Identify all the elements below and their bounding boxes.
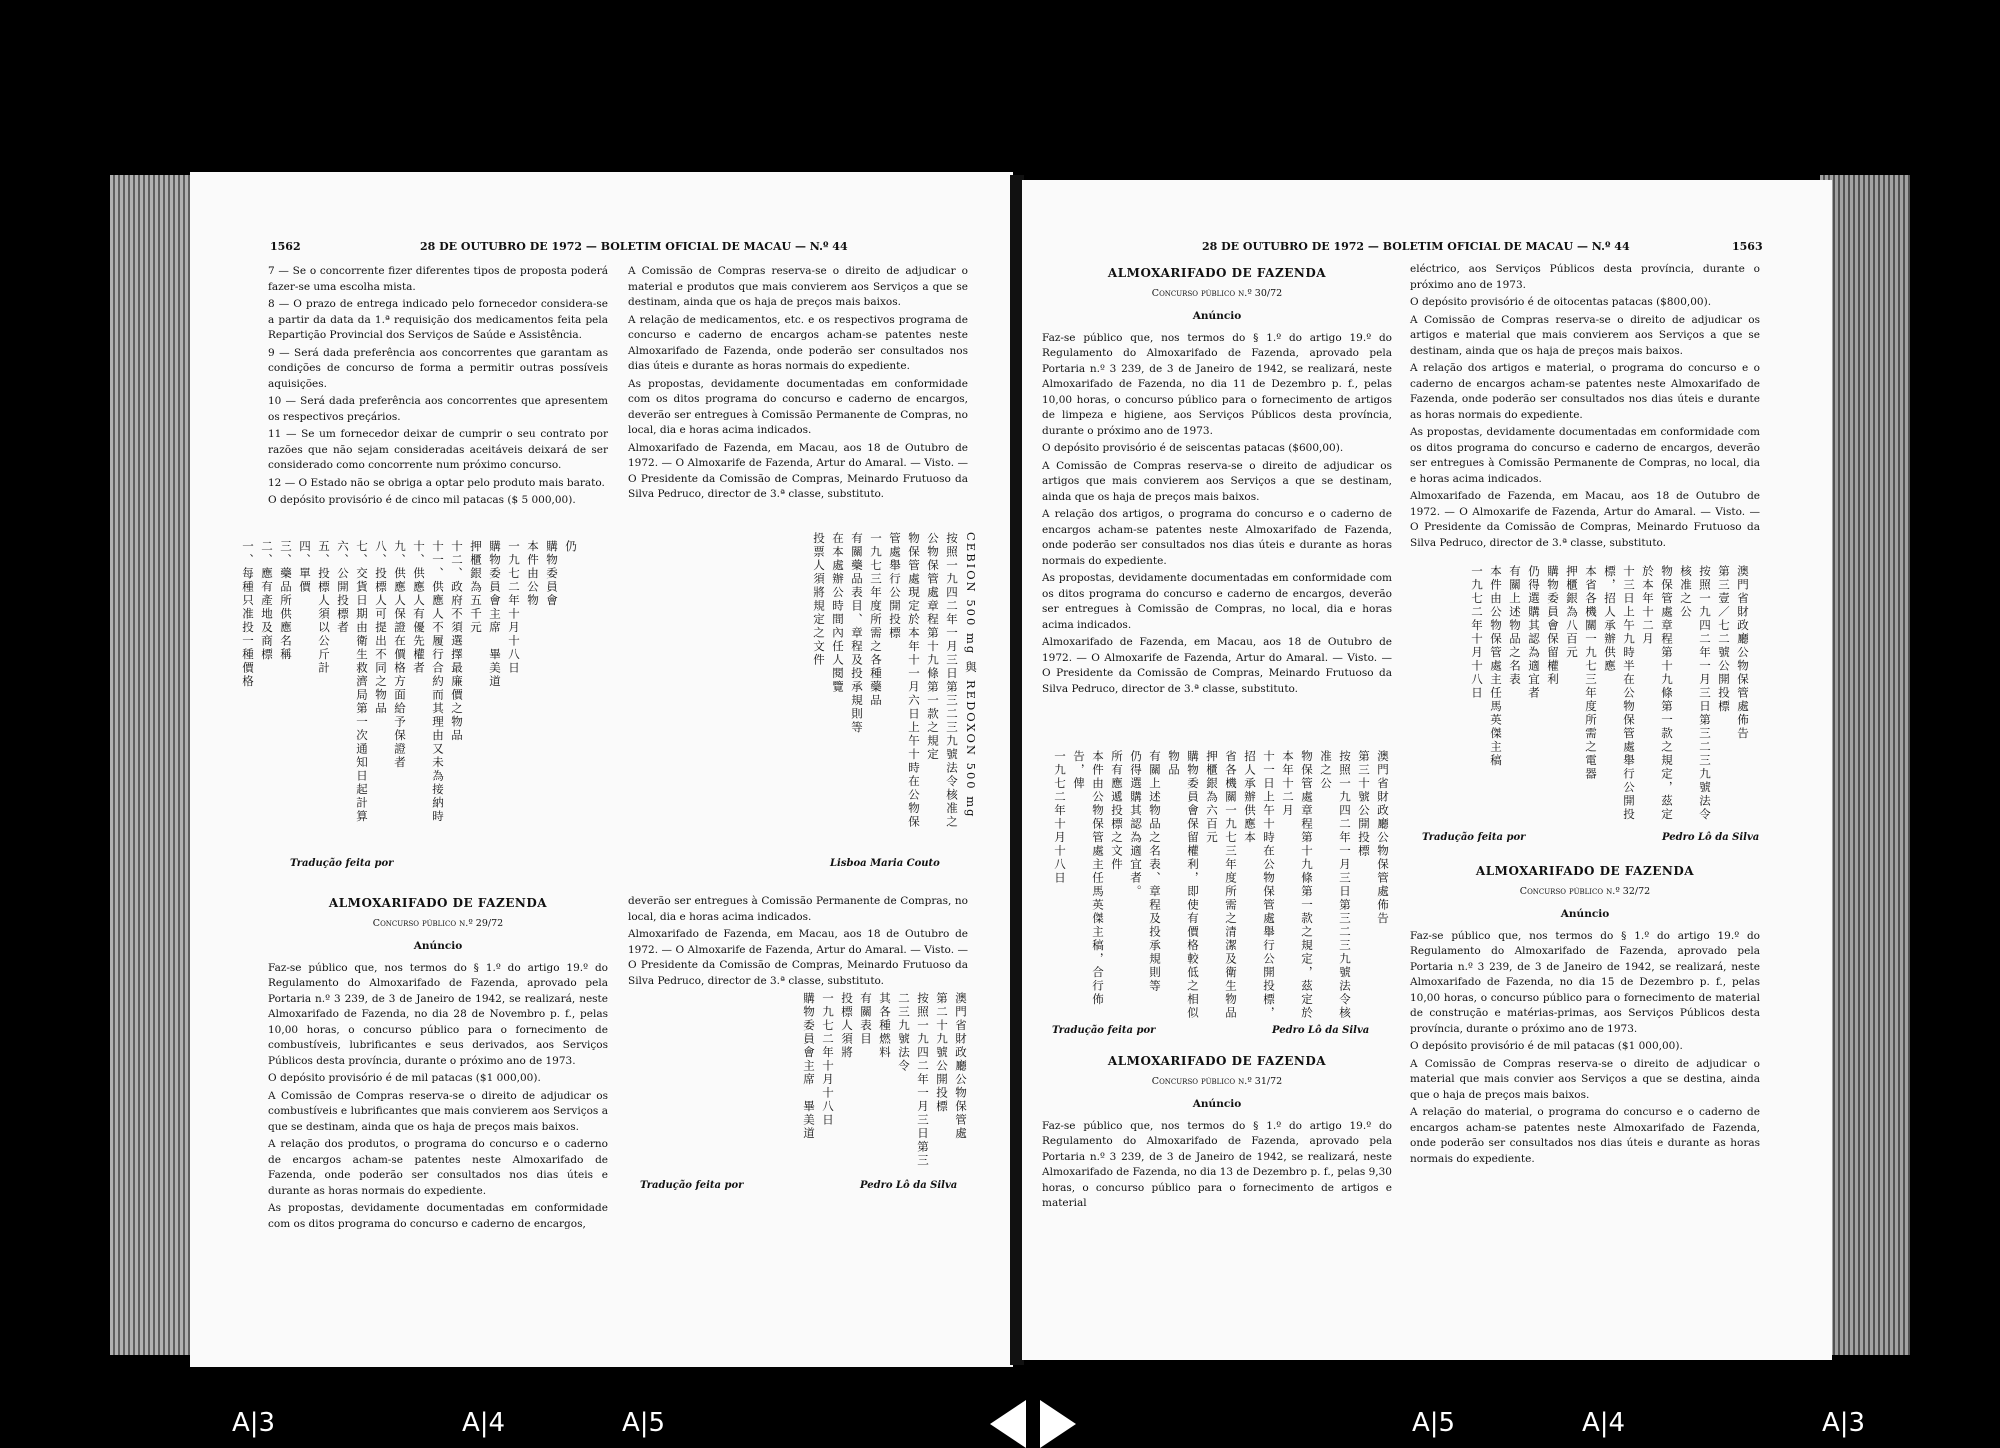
paragraph: O depósito provisório é de mil patacas ($1 000,00). [1410, 1040, 1683, 1052]
list-item: 12 — O Estado não se obriga a optar pelo produto mais barato. [268, 476, 605, 489]
chinese-notice-block: 澳門省財政廳公物保管處佈告 第三壹／七二號公開投標 按照一九四二年一月三日第三二三九號法令核准之公 物保管處章程第十九條第一款之規定，茲定於本年十二月 十三日上午九時半在公物保管處舉行公開投標，招人承辦供應 本省各機關一九七三年度所需之電器 押櫃銀為八百元 購物委員會保留權利 仍得選購其認為適宜者 有關上述物品之名表 本件由公物保管處主任馬英傑主稿 一九七二年十月十八日 [1470, 565, 1750, 822]
page-number: 1563 [1732, 240, 1763, 253]
paragraph: A Comissão de Compras reserva-se o direito de adjudicar os combustíveis e lubrificantes que mais convierem aos Serviços a que se destinam, ainda que os haja de preços mais baixos. [268, 1089, 608, 1133]
paragraph: A Comissão de Compras reserva-se o direito de adjudicar o material que mais convier aos Serviços a que se destina, ainda que o haja de preços mais baixos. [1410, 1057, 1760, 1101]
right-page-edges [1820, 175, 1910, 1355]
paragraph: As propostas, devidamente documentadas em conformidade com os ditos programa do concurso e caderno de encargos, deverão ser entregues à Comissão Permanente de Compras, no local, dia e horas acima indicados. [1410, 426, 1760, 485]
left-page [190, 172, 1013, 1367]
notice-29 [268, 892, 608, 1234]
notice-32 [1410, 860, 1760, 1169]
continued-column [628, 264, 968, 505]
notice-29-continued [628, 894, 968, 991]
paragraph: deverão ser entregues à Comissão Permanente de Compras, no local, dia e horas acima indicados. [628, 895, 968, 923]
translator-label: Tradução feita por [1422, 832, 1526, 843]
list-item: 8 — O prazo de entrega indicado pelo fornecedor considera-se a partir da data da 1.ª requisição dos medicamentos feita pela Repartição Provincial dos Serviços de Saúde e Assistência. [268, 298, 608, 341]
paragraph: A relação de medicamentos, etc. e os respectivos programa de concurso e caderno de encargos acham-se patentes neste Almoxarifado de Fazenda, onde poderão ser consultados nos dias úteis e durante as horas normais do expediente. [628, 313, 968, 372]
film-mark: A|5 [622, 1408, 666, 1438]
chinese-notice-block: 澳門省財政廳公物保管處佈告 第三十號公開投標 按照一九四二年一月三日第三二三九號法令核准之公 物保管處章程第十九條第一款之規定，茲定於本年十二月 十一日上午十時在公物保管處舉行公開投標，招人承辦供應本 省各機關一九七三年度所需之清潔及衛生物品 押櫃銀為六百元 購物委員會保留權利，即使有價格較低之相似物品 有關上述物品之名表、章程及投承規則等 仍得選購其認為適宜者。 所有應遞投標之文件 本件由公物保管處主任馬英傑主稿，合行佈告，俾 一九七二年十月十八日 [1053, 750, 1390, 1020]
paragraph: O depósito provisório é de seiscentas patacas ($600,00). [1042, 442, 1344, 454]
notice-30 [1042, 262, 1392, 699]
paragraph: A relação dos artigos e material, o programa do concurso e o caderno de encargos acham-se patentes neste Almoxarifado de Fazenda, onde poderão ser consultados nos dias úteis e durante as horas normais do expediente. [1410, 362, 1760, 421]
paragraph: Almoxarifado de Fazenda, em Macau, aos 18 de Outubro de 1972. — O Almoxarife de Fazenda, Artur do Amaral. — Visto. — O Presidente da Comissão de Compras, Meinardo Frutuoso da Silva Pedruco, director de 3.ª classe, substituto. [628, 928, 968, 987]
list-item: 7 — Se o concorrente fizer diferentes tipos de proposta poderá fazer-se uma escolha mista. [268, 265, 608, 293]
arrow-left-icon [990, 1400, 1026, 1448]
list-item: 10 — Será dada preferência aos concorrentes que apresentem os respectivos preçários. [268, 395, 608, 423]
paragraph: O depósito provisório é de oitocentas patacas ($800,00). [1410, 296, 1712, 308]
translator-signature: Pedro Lô da Silva [860, 1180, 958, 1191]
items-column [268, 264, 608, 511]
notice-31 [1042, 1050, 1392, 1214]
notice-subtitle: Concurso público n.º 30/72 [1151, 287, 1283, 299]
paragraph: Almoxarifado de Fazenda, em Macau, aos 18 de Outubro de 1972. — O Almoxarife de Fazenda, Artur do Amaral. — Visto. — O Presidente da Comissão de Compras, Meinardo Frutuoso da Silva Pedruco, director de 3.ª classe, substituto. [628, 441, 968, 500]
notice-title: ALMOXARIFADO DE FAZENDA [1475, 864, 1695, 878]
notice-heading: Anúncio [1192, 310, 1242, 322]
page-number: 1562 [270, 240, 301, 253]
chinese-notice-block: CEBION 500 mg 與 REDOXON 500 mg 按照一九四二年一月三日第三二三九號法令核准之公物保管處章程第十九條第一款之規定 物保管處現定於本年十一月六日上午十時在公物保管處舉行公開投標 一九七三年度所需之各種藥品 有關藥品表目、章程及投承規則等 在本處辦公時間內任人閱覽 投票人須將規定之文件 [812, 532, 978, 829]
list-item: O depósito provisório é de cinco mil patacas ($ 5 000,00). [268, 494, 576, 506]
paragraph: A relação dos produtos, o programa do concurso e o caderno de encargos acham-se patentes neste Almoxarifado de Fazenda, onde poderão ser consultados nos dias úteis e durante as horas normais do expediente. [268, 1138, 608, 1197]
notice-subtitle: Concurso público n.º 29/72 [372, 917, 504, 929]
film-mark: A|4 [462, 1408, 506, 1438]
paragraph: eléctrico, aos Serviços Públicos desta província, durante o próximo ano de 1973. [1410, 263, 1760, 291]
arrow-right-icon [1040, 1400, 1076, 1448]
translator-signature: Pedro Lô da Silva [1272, 1025, 1370, 1036]
paragraph: As propostas, devidamente documentadas em conformidade com os ditos programa do concurso e caderno de encargos, deverão ser entregues à Comissão de Compras, no local, dia e horas acima indicados. [1042, 572, 1392, 631]
translator-label: Tradução feita por [640, 1180, 744, 1191]
paragraph: Faz-se público que, nos termos do § 1.º do artigo 19.º do Regulamento do Almoxarifado de Fazenda, aprovado pela Portaria n.º 3 239, de 3 de Janeiro de 1942, se realizará, neste Almoxarifado de Fazenda, no dia 15 de Dezembro p. f., pelas 10,00 horas, o concurso público para o fornecimento de material de construção e matérias-primas, aos Serviços Públicos desta província, durante o próximo ano de 1973. [1410, 929, 1760, 1035]
paragraph: Faz-se público que, nos termos do § 1.º do artigo 19.º do Regulamento do Almoxarifado de Fazenda, aprovado pela Portaria n.º 3 239, de 3 de Janeiro de 1942, se realizará, neste Almoxarifado de Fazenda, no dia 13 de Dezembro p. f., pelas 9,30 horas, o concurso público para o fornecimento de artigos e material [1042, 1119, 1392, 1209]
film-mark: A|4 [1582, 1408, 1626, 1438]
notice-heading: Anúncio [1192, 1098, 1242, 1110]
paragraph: As propostas, devidamente documentadas em conformidade com os ditos programa do concurso e caderno de encargos, [268, 1202, 608, 1230]
paragraph: A Comissão de Compras reserva-se o direito de adjudicar os artigos e material que mais convierem aos Serviços a que se destinam, ainda que os haja de preços mais baixos. [1410, 313, 1760, 357]
film-mark: A|5 [1412, 1408, 1456, 1438]
page-header: 28 DE OUTUBRO DE 1972 — BOLETIM OFICIAL DE MACAU — N.º 44 [1202, 240, 1630, 253]
chinese-notice-block: 澳門省財政廳公物保管處 第二十九號公開投標 按照一九四二年一月三日第三二三九號法令 其各種燃料 有關表目 投標人須將 一九七二年十月十八日 購物委員會主席 畢美道 [802, 992, 968, 1168]
translator-label: Tradução feita por [290, 858, 394, 869]
translator-label: Tradução feita por [1052, 1025, 1156, 1036]
page-header: 28 DE OUTUBRO DE 1972 — BOLETIM OFICIAL DE MACAU — N.º 44 [420, 240, 848, 253]
paragraph: Almoxarifado de Fazenda, em Macau, aos 18 de Outubro de 1972. — O Almoxarife de Fazenda, Artur do Amaral. — Visto. — O Presidente da Comissão de Compras, Meinardo Frutuoso da Silva Pedruco, director de 3.ª classe, substituto. [1042, 636, 1392, 695]
notice-31-continued [1410, 262, 1760, 553]
left-page-edges [110, 175, 200, 1355]
translator-signature: Lisboa Maria Couto [830, 858, 940, 869]
notice-title: ALMOXARIFADO DE FAZENDA [1107, 266, 1327, 280]
notice-subtitle: Concurso público n.º 32/72 [1519, 885, 1651, 897]
list-item: 9 — Será dada preferência aos concorrentes que garantam as condições de concurso de forma a permitir outras possíveis aquisições. [268, 346, 608, 390]
notice-title: ALMOXARIFADO DE FAZENDA [328, 896, 548, 910]
film-mark: A|3 [1822, 1408, 1866, 1438]
paragraph: Faz-se público que, nos termos do § 1.º do artigo 19.º do Regulamento do Almoxarifado de Fazenda, aprovado pela Portaria n.º 3 239, de 3 de Janeiro de 1942, se realizará, neste Almoxarifado de Fazenda, no dia 11 de Dezembro p. f., pelas 10,00 horas, o concurso público para o fornecimento de artigos de limpeza e higiene, aos Serviços Públicos desta província, durante o próximo ano de 1973. [1042, 331, 1392, 437]
paragraph: A Comissão de Compras reserva-se o direito de adjudicar os artigos que mais convierem aos Serviços a que se destinam, ainda que os haja de preços mais baixos. [1042, 459, 1392, 503]
notice-heading: Anúncio [1560, 908, 1610, 920]
translator-signature: Pedro Lô da Silva [1662, 832, 1760, 843]
paragraph: As propostas, devidamente documentadas em conformidade com os ditos programa do concurso e caderno de encargos, deverão ser entregues à Comissão Permanente de Compras, no local, dia e horas acima indicados. [628, 377, 968, 436]
paragraph: O depósito provisório é de mil patacas ($1 000,00). [268, 1072, 541, 1084]
paragraph: A relação dos artigos, o programa do concurso e o caderno de encargos acham-se patentes neste Almoxarifado de Fazenda, onde poderão ser consultados nos dias úteis e durante as horas normais do expediente. [1042, 508, 1392, 567]
paragraph: A Comissão de Compras reserva-se o direito de adjudicar o material e produtos que mais convierem aos Serviços a que se destinam, ainda que os haja de preços mais baixos. [628, 265, 968, 308]
notice-heading: Anúncio [413, 940, 463, 952]
chinese-notice-block: 仍 購物委員會 本件由公物 一九七二年十月十八日 購物委員會主席 畢美道 押櫃銀為五千元 十二、政府不須選擇最廉價之物品 十一、供應人不履行合約而其理由又未為接納時 十、供應人有優先權者 九、供應人保證在價格方面給予保證者 八、投標人可提出不同之物品 七、交貨日期由衛生救濟局第一次通知日起計算 六、公開投標者 五、投標人須以公斤計 四、單價 三、藥品所供應名稱 二、應有產地及商標 一、每種只准投一種價格 [241, 540, 578, 824]
list-item: 11 — Se um fornecedor deixar de cumprir o seu contrato por razões que não sejam consideradas aceitáveis deixará de ser considerado como concorrente num próximo concurso. [268, 428, 608, 471]
paragraph: A relação do material, o programa do concurso e o caderno de encargos acham-se patentes neste Almoxarifado de Fazenda, onde poderão ser consultados nos dias úteis e durante as horas normais do expediente. [1410, 1106, 1760, 1165]
notice-subtitle: Concurso público n.º 31/72 [1151, 1075, 1283, 1087]
film-mark: A|3 [232, 1408, 276, 1438]
notice-title: ALMOXARIFADO DE FAZENDA [1107, 1054, 1327, 1068]
paragraph: Faz-se público que, nos termos do § 1.º do artigo 19.º do Regulamento do Almoxarifado de Fazenda, aprovado pela Portaria n.º 3 239, de 3 de Janeiro de 1942, se realizará, neste Almoxarifado de Fazenda, no dia 28 de Novembro p. f., pelas 10,00 horas, o concurso público para o fornecimento de combustíveis, lubrificantes e seus derivados, aos Serviços Públicos desta província, durante o próximo ano de 1973. [268, 961, 608, 1067]
paragraph: Almoxarifado de Fazenda, em Macau, aos 18 de Outubro de 1972. — O Almoxarife de Fazenda, Artur do Amaral. — Visto. — O Presidente da Comissão de Compras, Meinardo Frutuoso da Silva Pedruco, director de 3.ª classe, substituto. [1410, 490, 1760, 549]
right-page [1022, 180, 1832, 1360]
